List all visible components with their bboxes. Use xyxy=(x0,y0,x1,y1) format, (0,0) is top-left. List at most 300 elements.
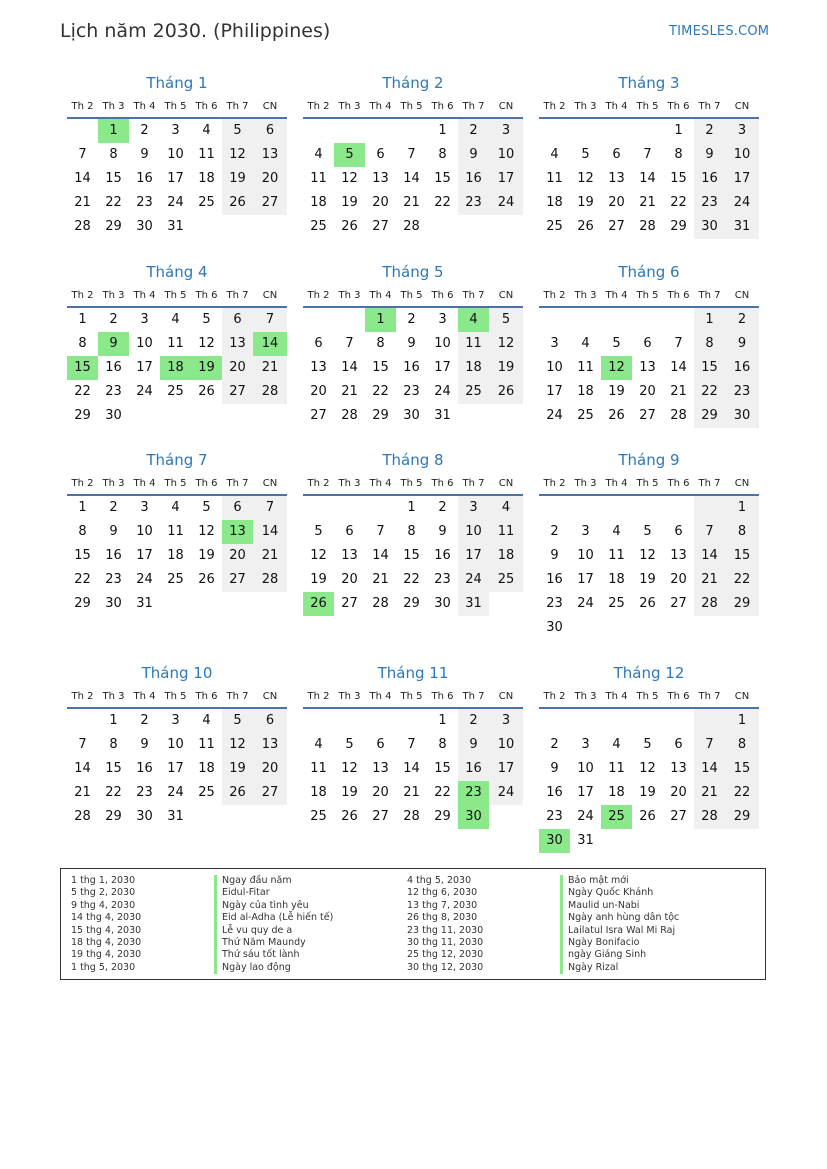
day-cell[interactable]: 13 xyxy=(608,171,625,186)
day-cell[interactable]: 12 xyxy=(489,332,523,356)
day-cell[interactable]: 19 xyxy=(608,384,625,399)
day-cell[interactable]: 11 xyxy=(489,520,523,544)
day-cell[interactable]: 15 xyxy=(105,761,122,776)
day-cell[interactable]: 9 xyxy=(109,524,118,539)
day-cell[interactable]: 16 xyxy=(458,757,489,781)
day-cell[interactable]: 16 xyxy=(105,548,122,563)
day-cell[interactable]: 13 xyxy=(372,171,389,186)
day-cell[interactable]: 20 xyxy=(341,572,358,587)
day-cell[interactable]: 19 xyxy=(489,356,523,380)
day-cell[interactable]: 9 xyxy=(140,737,149,752)
day-cell[interactable]: 1 xyxy=(78,312,87,327)
day-cell[interactable]: 9 xyxy=(407,336,416,351)
day-cell[interactable]: 7 xyxy=(694,733,725,757)
day-cell[interactable]: 22 xyxy=(74,384,91,399)
day-cell[interactable]: 10 xyxy=(577,548,594,563)
day-cell[interactable]: 27 xyxy=(341,596,358,611)
day-cell[interactable]: 17 xyxy=(577,572,594,587)
day-cell[interactable]: 24 xyxy=(167,195,184,210)
day-cell[interactable]: 31 xyxy=(167,809,184,824)
day-cell[interactable]: 1 xyxy=(407,500,416,515)
day-cell[interactable]: 16 xyxy=(546,572,563,587)
day-cell[interactable]: 26 xyxy=(198,384,215,399)
day-cell[interactable]: 27 xyxy=(253,191,287,215)
day-cell[interactable]: 12 xyxy=(577,171,594,186)
day-cell[interactable]: 3 xyxy=(458,496,489,520)
day-cell[interactable]: 22 xyxy=(694,380,725,404)
day-cell[interactable]: 3 xyxy=(489,119,523,143)
day-cell[interactable]: 6 xyxy=(674,524,683,539)
day-cell[interactable]: 27 xyxy=(253,781,287,805)
day-cell[interactable]: 17 xyxy=(489,167,523,191)
day-cell[interactable]: 15 xyxy=(372,360,389,375)
day-cell[interactable]: 28 xyxy=(372,596,389,611)
day-cell[interactable]: 22 xyxy=(105,785,122,800)
day-cell[interactable]: 21 xyxy=(253,356,287,380)
day-cell[interactable]: 25 xyxy=(310,219,327,234)
day-cell[interactable]: 4 xyxy=(171,500,180,515)
day-cell[interactable]: 17 xyxy=(546,384,563,399)
day-cell[interactable]: 7 xyxy=(694,520,725,544)
day-cell[interactable]: 30 xyxy=(105,408,122,423)
day-cell[interactable]: 6 xyxy=(253,119,287,143)
day-cell[interactable]: 19 xyxy=(310,572,327,587)
day-cell[interactable]: 19 xyxy=(222,757,253,781)
day-cell[interactable]: 16 xyxy=(403,360,420,375)
day-cell[interactable]: 25 xyxy=(167,384,184,399)
day-cell[interactable]: 19 xyxy=(222,167,253,191)
day-cell[interactable]: 8 xyxy=(438,147,447,162)
day-cell[interactable]: 29 xyxy=(694,404,725,428)
day-cell[interactable]: 4 xyxy=(171,312,180,327)
day-cell[interactable]: 4 xyxy=(612,524,621,539)
day-cell[interactable]: 1 xyxy=(674,123,683,138)
day-cell[interactable]: 11 xyxy=(546,171,563,186)
day-cell[interactable]: 11 xyxy=(198,147,215,162)
day-cell[interactable]: 26 xyxy=(198,572,215,587)
day-cell[interactable]: 6 xyxy=(314,336,323,351)
day-cell[interactable]: 25 xyxy=(489,568,523,592)
day-cell[interactable]: 14 xyxy=(253,520,287,544)
day-cell[interactable]: 21 xyxy=(694,568,725,592)
day-cell[interactable]: 17 xyxy=(725,167,759,191)
day-cell[interactable]: 11 xyxy=(167,336,184,351)
day-cell[interactable]: 7 xyxy=(376,524,385,539)
day-cell[interactable]: 26 xyxy=(222,191,253,215)
day-cell[interactable]: 17 xyxy=(489,757,523,781)
day-cell[interactable]: 9 xyxy=(438,524,447,539)
day-cell[interactable]: 7 xyxy=(643,147,652,162)
day-cell[interactable]: 16 xyxy=(458,167,489,191)
day-cell[interactable]: 27 xyxy=(310,408,327,423)
day-cell[interactable]: 29 xyxy=(372,408,389,423)
day-cell[interactable]: 11 xyxy=(458,332,489,356)
day-cell[interactable]: 26 xyxy=(639,596,656,611)
day-cell[interactable]: 21 xyxy=(253,544,287,568)
day-cell[interactable]: 18 xyxy=(608,572,625,587)
day-cell[interactable]: 18 xyxy=(546,195,563,210)
day-cell[interactable]: 20 xyxy=(222,356,253,380)
day-cell[interactable]: 8 xyxy=(109,737,118,752)
day-cell[interactable]: 30 xyxy=(434,596,451,611)
day-cell[interactable]: 28 xyxy=(341,408,358,423)
day-cell[interactable]: 10 xyxy=(489,143,523,167)
day-cell[interactable]: 19 xyxy=(341,195,358,210)
day-cell[interactable]: 23 xyxy=(105,572,122,587)
day-cell[interactable]: 17 xyxy=(434,360,451,375)
day-cell[interactable]: 24 xyxy=(434,384,451,399)
day-cell[interactable]: 24 xyxy=(725,191,759,215)
day-cell[interactable]: 4 xyxy=(314,147,323,162)
day-cell[interactable]: 5 xyxy=(222,709,253,733)
day-cell[interactable]: 8 xyxy=(674,147,683,162)
day-cell[interactable]: 16 xyxy=(694,167,725,191)
day-cell[interactable]: 31 xyxy=(725,215,759,239)
day-cell[interactable]: 24 xyxy=(577,596,594,611)
day-cell[interactable]: 19 xyxy=(191,356,222,380)
day-cell[interactable]: 24 xyxy=(167,785,184,800)
day-cell[interactable]: 6 xyxy=(222,496,253,520)
brand-link[interactable]: TIMESLES.COM xyxy=(669,24,770,39)
day-cell[interactable]: 17 xyxy=(167,171,184,186)
day-cell[interactable]: 14 xyxy=(670,360,687,375)
day-cell[interactable]: 5 xyxy=(612,336,621,351)
day-cell[interactable]: 9 xyxy=(550,548,559,563)
day-cell[interactable]: 7 xyxy=(674,336,683,351)
day-cell[interactable]: 11 xyxy=(167,524,184,539)
day-cell[interactable]: 25 xyxy=(577,408,594,423)
day-cell[interactable]: 25 xyxy=(608,596,625,611)
day-cell[interactable]: 5 xyxy=(643,524,652,539)
day-cell[interactable]: 8 xyxy=(725,733,759,757)
day-cell[interactable]: 13 xyxy=(341,548,358,563)
day-cell[interactable]: 1 xyxy=(78,500,87,515)
day-cell[interactable]: 21 xyxy=(694,781,725,805)
day-cell[interactable]: 20 xyxy=(639,384,656,399)
day-cell[interactable]: 10 xyxy=(167,737,184,752)
day-cell[interactable]: 4 xyxy=(581,336,590,351)
day-cell[interactable]: 22 xyxy=(434,785,451,800)
day-cell[interactable]: 29 xyxy=(434,809,451,824)
day-cell[interactable]: 2 xyxy=(458,119,489,143)
day-cell[interactable]: 13 xyxy=(253,733,287,757)
day-cell[interactable]: 29 xyxy=(74,408,91,423)
day-cell[interactable]: 20 xyxy=(372,195,389,210)
day-cell[interactable]: 28 xyxy=(74,219,91,234)
day-cell[interactable]: 28 xyxy=(253,380,287,404)
day-cell[interactable]: 19 xyxy=(577,195,594,210)
day-cell[interactable]: 21 xyxy=(74,195,91,210)
day-cell[interactable]: 8 xyxy=(78,336,87,351)
day-cell[interactable]: 3 xyxy=(489,709,523,733)
day-cell[interactable]: 17 xyxy=(136,548,153,563)
day-cell[interactable]: 11 xyxy=(310,171,327,186)
day-cell[interactable]: 12 xyxy=(341,171,358,186)
day-cell[interactable]: 14 xyxy=(341,360,358,375)
day-cell[interactable]: 13 xyxy=(670,761,687,776)
day-cell[interactable]: 21 xyxy=(670,384,687,399)
day-cell[interactable]: 30 xyxy=(546,620,563,635)
day-cell[interactable]: 16 xyxy=(546,785,563,800)
day-cell[interactable]: 27 xyxy=(372,219,389,234)
day-cell[interactable]: 17 xyxy=(167,761,184,776)
day-cell[interactable]: 26 xyxy=(608,408,625,423)
day-cell[interactable]: 31 xyxy=(458,592,489,616)
day-cell[interactable]: 20 xyxy=(253,757,287,781)
day-cell[interactable]: 12 xyxy=(341,761,358,776)
day-cell[interactable]: 12 xyxy=(310,548,327,563)
day-cell[interactable]: 15 xyxy=(670,171,687,186)
day-cell[interactable]: 20 xyxy=(222,544,253,568)
day-cell[interactable]: 27 xyxy=(372,809,389,824)
day-cell[interactable]: 10 xyxy=(136,336,153,351)
day-cell[interactable]: 29 xyxy=(725,592,759,616)
day-cell[interactable]: 15 xyxy=(694,356,725,380)
day-cell[interactable]: 11 xyxy=(198,737,215,752)
day-cell[interactable]: 23 xyxy=(694,191,725,215)
day-cell[interactable]: 3 xyxy=(581,737,590,752)
day-cell[interactable]: 4 xyxy=(314,737,323,752)
day-cell[interactable]: 27 xyxy=(222,380,253,404)
day-cell[interactable]: 12 xyxy=(198,336,215,351)
day-cell[interactable]: 17 xyxy=(458,544,489,568)
day-cell[interactable]: 31 xyxy=(577,833,594,848)
day-cell[interactable]: 6 xyxy=(376,737,385,752)
day-cell[interactable]: 30 xyxy=(694,215,725,239)
day-cell[interactable]: 14 xyxy=(74,171,91,186)
day-cell[interactable]: 4 xyxy=(458,308,489,332)
day-cell[interactable]: 29 xyxy=(670,219,687,234)
day-cell[interactable]: 5 xyxy=(314,524,323,539)
day-cell[interactable]: 3 xyxy=(140,312,149,327)
day-cell[interactable]: 1 xyxy=(725,496,759,520)
day-cell[interactable]: 7 xyxy=(253,496,287,520)
day-cell[interactable]: 1 xyxy=(725,709,759,733)
day-cell[interactable]: 14 xyxy=(403,761,420,776)
day-cell[interactable]: 4 xyxy=(612,737,621,752)
day-cell[interactable]: 12 xyxy=(222,733,253,757)
day-cell[interactable]: 24 xyxy=(489,191,523,215)
day-cell[interactable]: 8 xyxy=(407,524,416,539)
day-cell[interactable]: 13 xyxy=(222,520,253,544)
day-cell[interactable]: 23 xyxy=(458,191,489,215)
day-cell[interactable]: 14 xyxy=(372,548,389,563)
day-cell[interactable]: 21 xyxy=(74,785,91,800)
day-cell[interactable]: 7 xyxy=(407,737,416,752)
day-cell[interactable]: 13 xyxy=(253,143,287,167)
day-cell[interactable]: 10 xyxy=(136,524,153,539)
day-cell[interactable]: 3 xyxy=(438,312,447,327)
day-cell[interactable]: 26 xyxy=(341,219,358,234)
day-cell[interactable]: 9 xyxy=(140,147,149,162)
day-cell[interactable]: 2 xyxy=(109,312,118,327)
day-cell[interactable]: 31 xyxy=(167,219,184,234)
day-cell[interactable]: 13 xyxy=(222,332,253,356)
day-cell[interactable]: 18 xyxy=(577,384,594,399)
day-cell[interactable]: 15 xyxy=(403,548,420,563)
day-cell[interactable]: 7 xyxy=(78,147,87,162)
day-cell[interactable]: 2 xyxy=(438,500,447,515)
day-cell[interactable]: 24 xyxy=(136,572,153,587)
day-cell[interactable]: 18 xyxy=(167,548,184,563)
day-cell[interactable]: 3 xyxy=(581,524,590,539)
day-cell[interactable]: 1 xyxy=(438,123,447,138)
day-cell[interactable]: 10 xyxy=(546,360,563,375)
day-cell[interactable]: 26 xyxy=(639,809,656,824)
day-cell[interactable]: 9 xyxy=(725,332,759,356)
day-cell[interactable]: 3 xyxy=(171,713,180,728)
day-cell[interactable]: 1 xyxy=(109,713,118,728)
day-cell[interactable]: 5 xyxy=(202,312,211,327)
day-cell[interactable]: 14 xyxy=(639,171,656,186)
day-cell[interactable]: 25 xyxy=(310,809,327,824)
day-cell[interactable]: 24 xyxy=(577,809,594,824)
day-cell[interactable]: 22 xyxy=(372,384,389,399)
day-cell[interactable]: 27 xyxy=(639,408,656,423)
day-cell[interactable]: 18 xyxy=(458,356,489,380)
day-cell[interactable]: 27 xyxy=(222,568,253,592)
day-cell[interactable]: 11 xyxy=(310,761,327,776)
day-cell[interactable]: 27 xyxy=(670,596,687,611)
day-cell[interactable]: 11 xyxy=(608,761,625,776)
day-cell[interactable]: 23 xyxy=(403,384,420,399)
day-cell[interactable]: 5 xyxy=(581,147,590,162)
day-cell[interactable]: 9 xyxy=(550,761,559,776)
day-cell[interactable]: 1 xyxy=(98,119,129,143)
day-cell[interactable]: 12 xyxy=(639,761,656,776)
day-cell[interactable]: 2 xyxy=(109,500,118,515)
day-cell[interactable]: 2 xyxy=(725,308,759,332)
day-cell[interactable]: 6 xyxy=(674,737,683,752)
day-cell[interactable]: 8 xyxy=(109,147,118,162)
day-cell[interactable]: 6 xyxy=(612,147,621,162)
day-cell[interactable]: 2 xyxy=(694,119,725,143)
day-cell[interactable]: 19 xyxy=(639,785,656,800)
day-cell[interactable]: 22 xyxy=(403,572,420,587)
day-cell[interactable]: 4 xyxy=(202,123,211,138)
day-cell[interactable]: 1 xyxy=(365,308,396,332)
day-cell[interactable]: 24 xyxy=(489,781,523,805)
day-cell[interactable]: 5 xyxy=(222,119,253,143)
day-cell[interactable]: 14 xyxy=(403,171,420,186)
day-cell[interactable]: 18 xyxy=(198,761,215,776)
day-cell[interactable]: 8 xyxy=(376,336,385,351)
day-cell[interactable]: 2 xyxy=(140,123,149,138)
day-cell[interactable]: 9 xyxy=(458,733,489,757)
day-cell[interactable]: 4 xyxy=(550,147,559,162)
day-cell[interactable]: 5 xyxy=(345,737,354,752)
day-cell[interactable]: 28 xyxy=(639,219,656,234)
day-cell[interactable]: 18 xyxy=(608,785,625,800)
day-cell[interactable]: 19 xyxy=(198,548,215,563)
day-cell[interactable]: 20 xyxy=(253,167,287,191)
day-cell[interactable]: 6 xyxy=(253,709,287,733)
day-cell[interactable]: 21 xyxy=(639,195,656,210)
day-cell[interactable]: 3 xyxy=(550,336,559,351)
day-cell[interactable]: 30 xyxy=(105,596,122,611)
day-cell[interactable]: 23 xyxy=(136,195,153,210)
day-cell[interactable]: 22 xyxy=(725,568,759,592)
day-cell[interactable]: 15 xyxy=(434,761,451,776)
day-cell[interactable]: 3 xyxy=(725,119,759,143)
day-cell[interactable]: 30 xyxy=(403,408,420,423)
day-cell[interactable]: 15 xyxy=(725,757,759,781)
day-cell[interactable]: 10 xyxy=(489,733,523,757)
day-cell[interactable]: 30 xyxy=(136,219,153,234)
day-cell[interactable]: 23 xyxy=(105,384,122,399)
day-cell[interactable]: 26 xyxy=(222,781,253,805)
day-cell[interactable]: 27 xyxy=(608,219,625,234)
day-cell[interactable]: 20 xyxy=(670,785,687,800)
day-cell[interactable]: 21 xyxy=(403,195,420,210)
day-cell[interactable]: 31 xyxy=(136,596,153,611)
day-cell[interactable]: 11 xyxy=(577,360,594,375)
day-cell[interactable]: 17 xyxy=(577,785,594,800)
day-cell[interactable]: 25 xyxy=(198,195,215,210)
day-cell[interactable]: 28 xyxy=(403,219,420,234)
day-cell[interactable]: 23 xyxy=(434,572,451,587)
day-cell[interactable]: 14 xyxy=(694,757,725,781)
day-cell[interactable]: 29 xyxy=(105,809,122,824)
day-cell[interactable]: 18 xyxy=(198,171,215,186)
day-cell[interactable]: 5 xyxy=(489,308,523,332)
day-cell[interactable]: 31 xyxy=(434,408,451,423)
day-cell[interactable]: 3 xyxy=(140,500,149,515)
day-cell[interactable]: 28 xyxy=(403,809,420,824)
day-cell[interactable]: 29 xyxy=(74,596,91,611)
day-cell[interactable]: 26 xyxy=(303,592,334,616)
day-cell[interactable]: 20 xyxy=(372,785,389,800)
day-cell[interactable]: 9 xyxy=(458,143,489,167)
day-cell[interactable]: 30 xyxy=(539,829,570,853)
day-cell[interactable]: 8 xyxy=(438,737,447,752)
day-cell[interactable]: 28 xyxy=(694,805,725,829)
day-cell[interactable]: 12 xyxy=(601,356,632,380)
day-cell[interactable]: 25 xyxy=(458,380,489,404)
day-cell[interactable]: 19 xyxy=(639,572,656,587)
day-cell[interactable]: 18 xyxy=(310,195,327,210)
day-cell[interactable]: 14 xyxy=(694,544,725,568)
day-cell[interactable]: 7 xyxy=(345,336,354,351)
day-cell[interactable]: 18 xyxy=(160,356,191,380)
day-cell[interactable]: 10 xyxy=(725,143,759,167)
day-cell[interactable]: 3 xyxy=(171,123,180,138)
day-cell[interactable]: 5 xyxy=(643,737,652,752)
day-cell[interactable]: 8 xyxy=(78,524,87,539)
day-cell[interactable]: 29 xyxy=(725,805,759,829)
day-cell[interactable]: 25 xyxy=(546,219,563,234)
day-cell[interactable]: 2 xyxy=(458,709,489,733)
day-cell[interactable]: 28 xyxy=(694,592,725,616)
day-cell[interactable]: 14 xyxy=(74,761,91,776)
day-cell[interactable]: 20 xyxy=(670,572,687,587)
day-cell[interactable]: 15 xyxy=(67,356,98,380)
day-cell[interactable]: 29 xyxy=(105,219,122,234)
day-cell[interactable]: 16 xyxy=(725,356,759,380)
day-cell[interactable]: 8 xyxy=(694,332,725,356)
day-cell[interactable]: 20 xyxy=(608,195,625,210)
day-cell[interactable]: 30 xyxy=(136,809,153,824)
day-cell[interactable]: 2 xyxy=(550,737,559,752)
day-cell[interactable]: 12 xyxy=(198,524,215,539)
day-cell[interactable]: 22 xyxy=(74,572,91,587)
day-cell[interactable]: 12 xyxy=(639,548,656,563)
day-cell[interactable]: 9 xyxy=(98,332,129,356)
day-cell[interactable]: 2 xyxy=(140,713,149,728)
day-cell[interactable]: 15 xyxy=(725,544,759,568)
day-cell[interactable]: 10 xyxy=(577,761,594,776)
day-cell[interactable]: 13 xyxy=(310,360,327,375)
